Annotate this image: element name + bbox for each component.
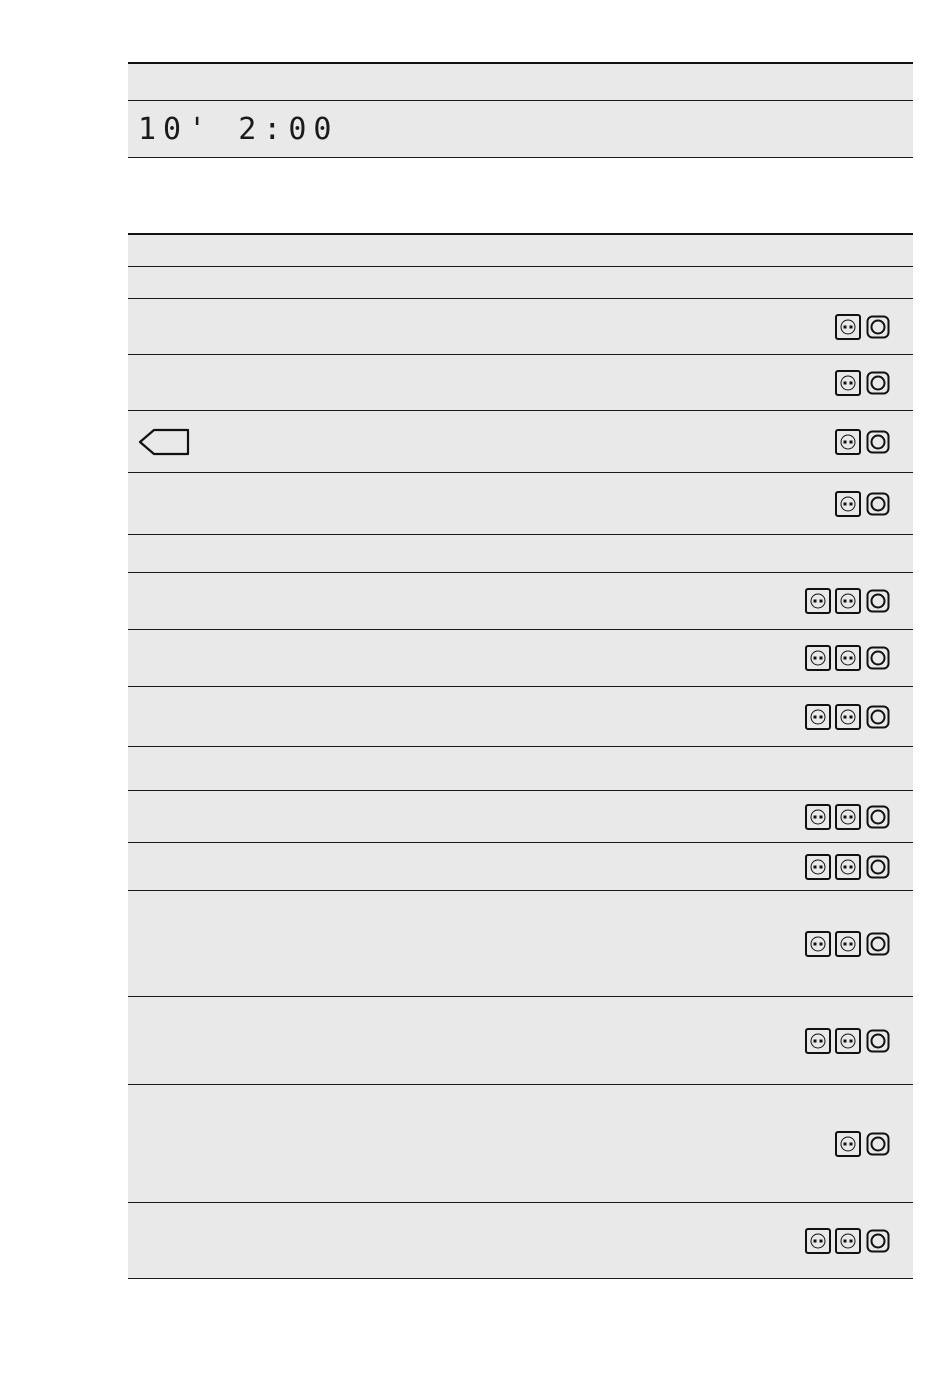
socket-icon (805, 1028, 831, 1054)
row-icon-group (805, 1228, 913, 1254)
socket-icon (835, 704, 861, 730)
row-icon-group (805, 804, 913, 830)
table-row (128, 1203, 913, 1279)
tag-arrow-icon (138, 428, 192, 456)
table-row (128, 573, 913, 630)
table-row (128, 997, 913, 1085)
socket-icon (805, 645, 831, 671)
table-row (128, 473, 913, 535)
socket-icon (805, 931, 831, 957)
ring-icon (865, 314, 891, 340)
socket-icon (835, 645, 861, 671)
socket-icon (835, 429, 861, 455)
ring-icon (865, 704, 891, 730)
table-row (128, 843, 913, 891)
table-row (128, 747, 913, 791)
table-row (128, 791, 913, 843)
socket-icon (805, 854, 831, 880)
ring-icon (865, 645, 891, 671)
table-row (128, 267, 913, 299)
row-icon-group (835, 314, 913, 340)
table-row (128, 535, 913, 573)
socket-icon (835, 314, 861, 340)
table-row (128, 1085, 913, 1203)
table-row (128, 235, 913, 267)
display-block (128, 62, 913, 158)
ring-icon (865, 429, 891, 455)
row-icon-group (835, 491, 913, 517)
socket-icon (835, 854, 861, 880)
row-icon-group (835, 429, 913, 455)
row-icon-group (805, 854, 913, 880)
table-row (128, 299, 913, 355)
programme-table (128, 233, 913, 1279)
socket-icon (805, 804, 831, 830)
ring-icon (865, 491, 891, 517)
ring-icon (865, 588, 891, 614)
display-header-band (128, 62, 913, 100)
socket-icon (835, 491, 861, 517)
row-icon-group (835, 1131, 913, 1157)
row-icon-group (805, 645, 913, 671)
table-row (128, 630, 913, 687)
table-row (128, 411, 913, 473)
socket-icon (835, 804, 861, 830)
socket-icon (805, 704, 831, 730)
ring-icon (865, 804, 891, 830)
socket-icon (835, 588, 861, 614)
socket-icon (805, 588, 831, 614)
ring-icon (865, 1131, 891, 1157)
table-row (128, 355, 913, 411)
ring-icon (865, 854, 891, 880)
row-icon-group (805, 931, 913, 957)
table-row (128, 891, 913, 997)
socket-icon (835, 1028, 861, 1054)
lcd-display: 10' 2:00 (138, 111, 339, 147)
ring-icon (865, 931, 891, 957)
row-icon-group (805, 588, 913, 614)
ring-icon (865, 1028, 891, 1054)
row-icon-group (835, 370, 913, 396)
socket-icon (835, 1228, 861, 1254)
row-icon-group (805, 704, 913, 730)
display-value-band (128, 100, 913, 158)
socket-icon (835, 1131, 861, 1157)
ring-icon (865, 1228, 891, 1254)
socket-icon (805, 1228, 831, 1254)
table-row (128, 687, 913, 747)
ring-icon (865, 370, 891, 396)
socket-icon (835, 931, 861, 957)
socket-icon (835, 370, 861, 396)
row-icon-group (805, 1028, 913, 1054)
